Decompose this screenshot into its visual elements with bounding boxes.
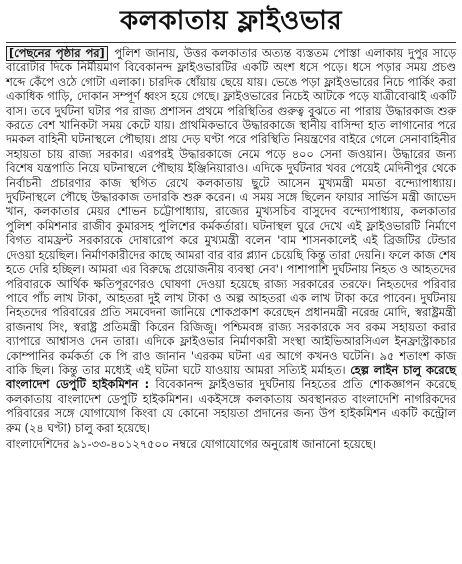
helpline-subheading: হেল্প লাইন চালু করেছে বাংলাদেশ ডেপুটি হাইকমিশন :: [6, 363, 457, 392]
article-paragraph-3: বাংলাদেশিদের ৯১-৩৩-৪০১২৭৫০০ নম্বরে যোগাযোগের অনুরোধ জানানো হয়েছে।: [6, 437, 377, 451]
article-body: [6, 47, 456, 436]
article-headline: কলকাতায় ফ্লাইওভার: [119, 6, 343, 36]
article-paragraph-2: বিবেকানন্দ ফ্লাইওভার দুর্ঘটনায় নিহতের প্রতি শোকজ্ঞাপন করেছে কলকাতায় বাংলাদেশ ডেপুটি হাইকমিশন। একইসঙ্গে কলকাতায় অবস্থানরত বাংলাদেশি নাগরিকদের পরিবারের সঙ্গে যোগাযোগ কিংবা যে কোনো সহায়তা প্রদানের জন্য উপ হাইকমিশন একটি কন্ট্রোল রুম (২৪ ঘণ্টা) চালু করা হয়েছে।: [6, 378, 456, 435]
article-paragraph-1: পুলিশ জানায়, উত্তর কলকাতার অত্যন্ত ব্যস্ততম পোস্তা এলাকায় দুপুর সাড়ে বারোটার দিকে নির্মীয়মাণ বিবেকানন্দ ফ্লাইওভারটির একটি অংশ ধসে পড়ে। ধসে পড়ার সময় প্রচণ্ড শব্দে কেঁপে ওঠে গোটা এলাকা। চারদিক ধোঁয়ায় ছেয়ে যায়। ভেঙে পড়া ফ্লাইওভারের নিচে পার্কিং করা একাধিক গাড়ি, দোকান সম্পূর্ণ ধ্বংস হয়ে গেছে। ফ্লাইওভারের নিচেই আটকে পড়ে যাত্রীবোঝাই একটি বাস। তবে দুর্ঘটনা ঘটার পর রাজ্য প্রশাসন প্রথমে পরিস্থিতির গুরুত্ব বুঝতে না পারায় উদ্ধারকাজ শুরু করতে বেশ খানিকটা সময় কেটে যায়। প্রাথমিকভাবে উদ্ধারকাজে স্থানীয় বাসিন্দা হাত লাগানোর পরে দমকল বাহিনী ঘটনাস্থলে পৌছায়। প্রায় দেড় ঘণ্টা পরে পরিস্থিতি নিয়ন্ত্রণের বাইরে গেলে সেনাবাহিনীর সহায়তা চায় রাজ্য সরকার। এরপরই উদ্ধারকাজে নেমে পড়ে ৪০০ সেনা জওয়ান। উদ্ধারের জন্য বিশেষ যন্ত্রপাতি নিয়ে ঘটনাস্থলে পৌছায় ইঞ্জিনিয়ারাও। এদিকে দুর্ঘটনার খবর পেয়েই মেদিনীপুর থেকে নির্বাচনী প্রচারণার কাজ স্থগিত রেখে কলকাতায় ছুটে আসেন মুখ্যমন্ত্রী মমতা বন্দ্যোপাধ্যায়। দুর্ঘটনাস্থলে পৌছে উদ্ধারকাজ তদারকি শুরু করেন। এ সময় সঙ্গে ছিলেন ফায়ার সার্ভিস মন্ত্রী জাভেদ খান, কলকাতার মেয়র শোভন চট্টোপাধ্যায়, রাজ্যের মুখ্যসচিব বাসুদেব বন্দ্যোপাধ্যায়, কলকাতার পুলিশ কমিশনার রাজীব কুমারসহ পুলিশের কর্মকর্তারা। ঘটনাস্থল ঘুরে দেখে এই ফ্লাইওভারটি নির্মাণে বিগত বামফ্রন্ট সরকারকে দোষারোপ করে মুখ্যমন্ত্রী বলেন 'বাম শাসনকালেই এই ব্রিজটির টেন্ডার দেওয়া হয়েছিল। নির্মাণকারীদের কাছে আমরা বার বার প্ল্যান চেয়েছি কিন্তু তারা দেয়নি। ফলে কাজ শেষ হতে দেরি হচ্ছিল। আমরা এর বিরুদ্ধে প্রয়োজনীয় ব্যবস্থা নেব'। পাশাপাশি দুর্ঘটনায় নিহত ও আহতদের পরিবারকে আর্থিক ক্ষতিপূরণেরও ঘোষণা দেওয়া হয়েছে রাজ্য সরকারের তরফে। নিহতদের পরিবার পাবে পাঁচ লাখ টাকা, আহতরা দুই লাখ টাকা ও অল্প আহতরা এক লাখ টাকা করে পাবেন। দুর্ঘটনায় নিহতদের পরিবারের প্রতি সমবেদনা জানিয়ে শোকপ্রকাশ করেছেন প্রধানমন্ত্রী নরেন্দ্র মোদি, স্বরাষ্ট্রমন্ত্রী রাজনাথ সিং, স্বরাষ্ট্র প্রতিমন্ত্রী কিরেন রিজিজু। পশ্চিমবঙ্গ রাজ্য সরকারকে সব রকম সহায়তা করার ব্যাপারে আশ্বাসও দেন তারা। এদিকে ফ্লাইওভার নির্মাণকারী সংস্থা আইভিআরসিএল ইনফ্রাস্ট্রাকচার কোম্পানির কর্মকর্তা কে পি রাও জানান 'এরকম ঘটনা এর আগে কখনও ঘটেনি। ৯৫ শতাংশ কাজ বাকি ছিল। কিন্তু তার মধ্যেই এই ঘটনা ঘটে যাওয়ায় আমরা সত্যিই মর্মাহত।: [6, 47, 457, 377]
continuation-tag: [পেছনের পৃষ্ঠার পর]: [6, 46, 108, 61]
headline-divider: [6, 42, 456, 43]
